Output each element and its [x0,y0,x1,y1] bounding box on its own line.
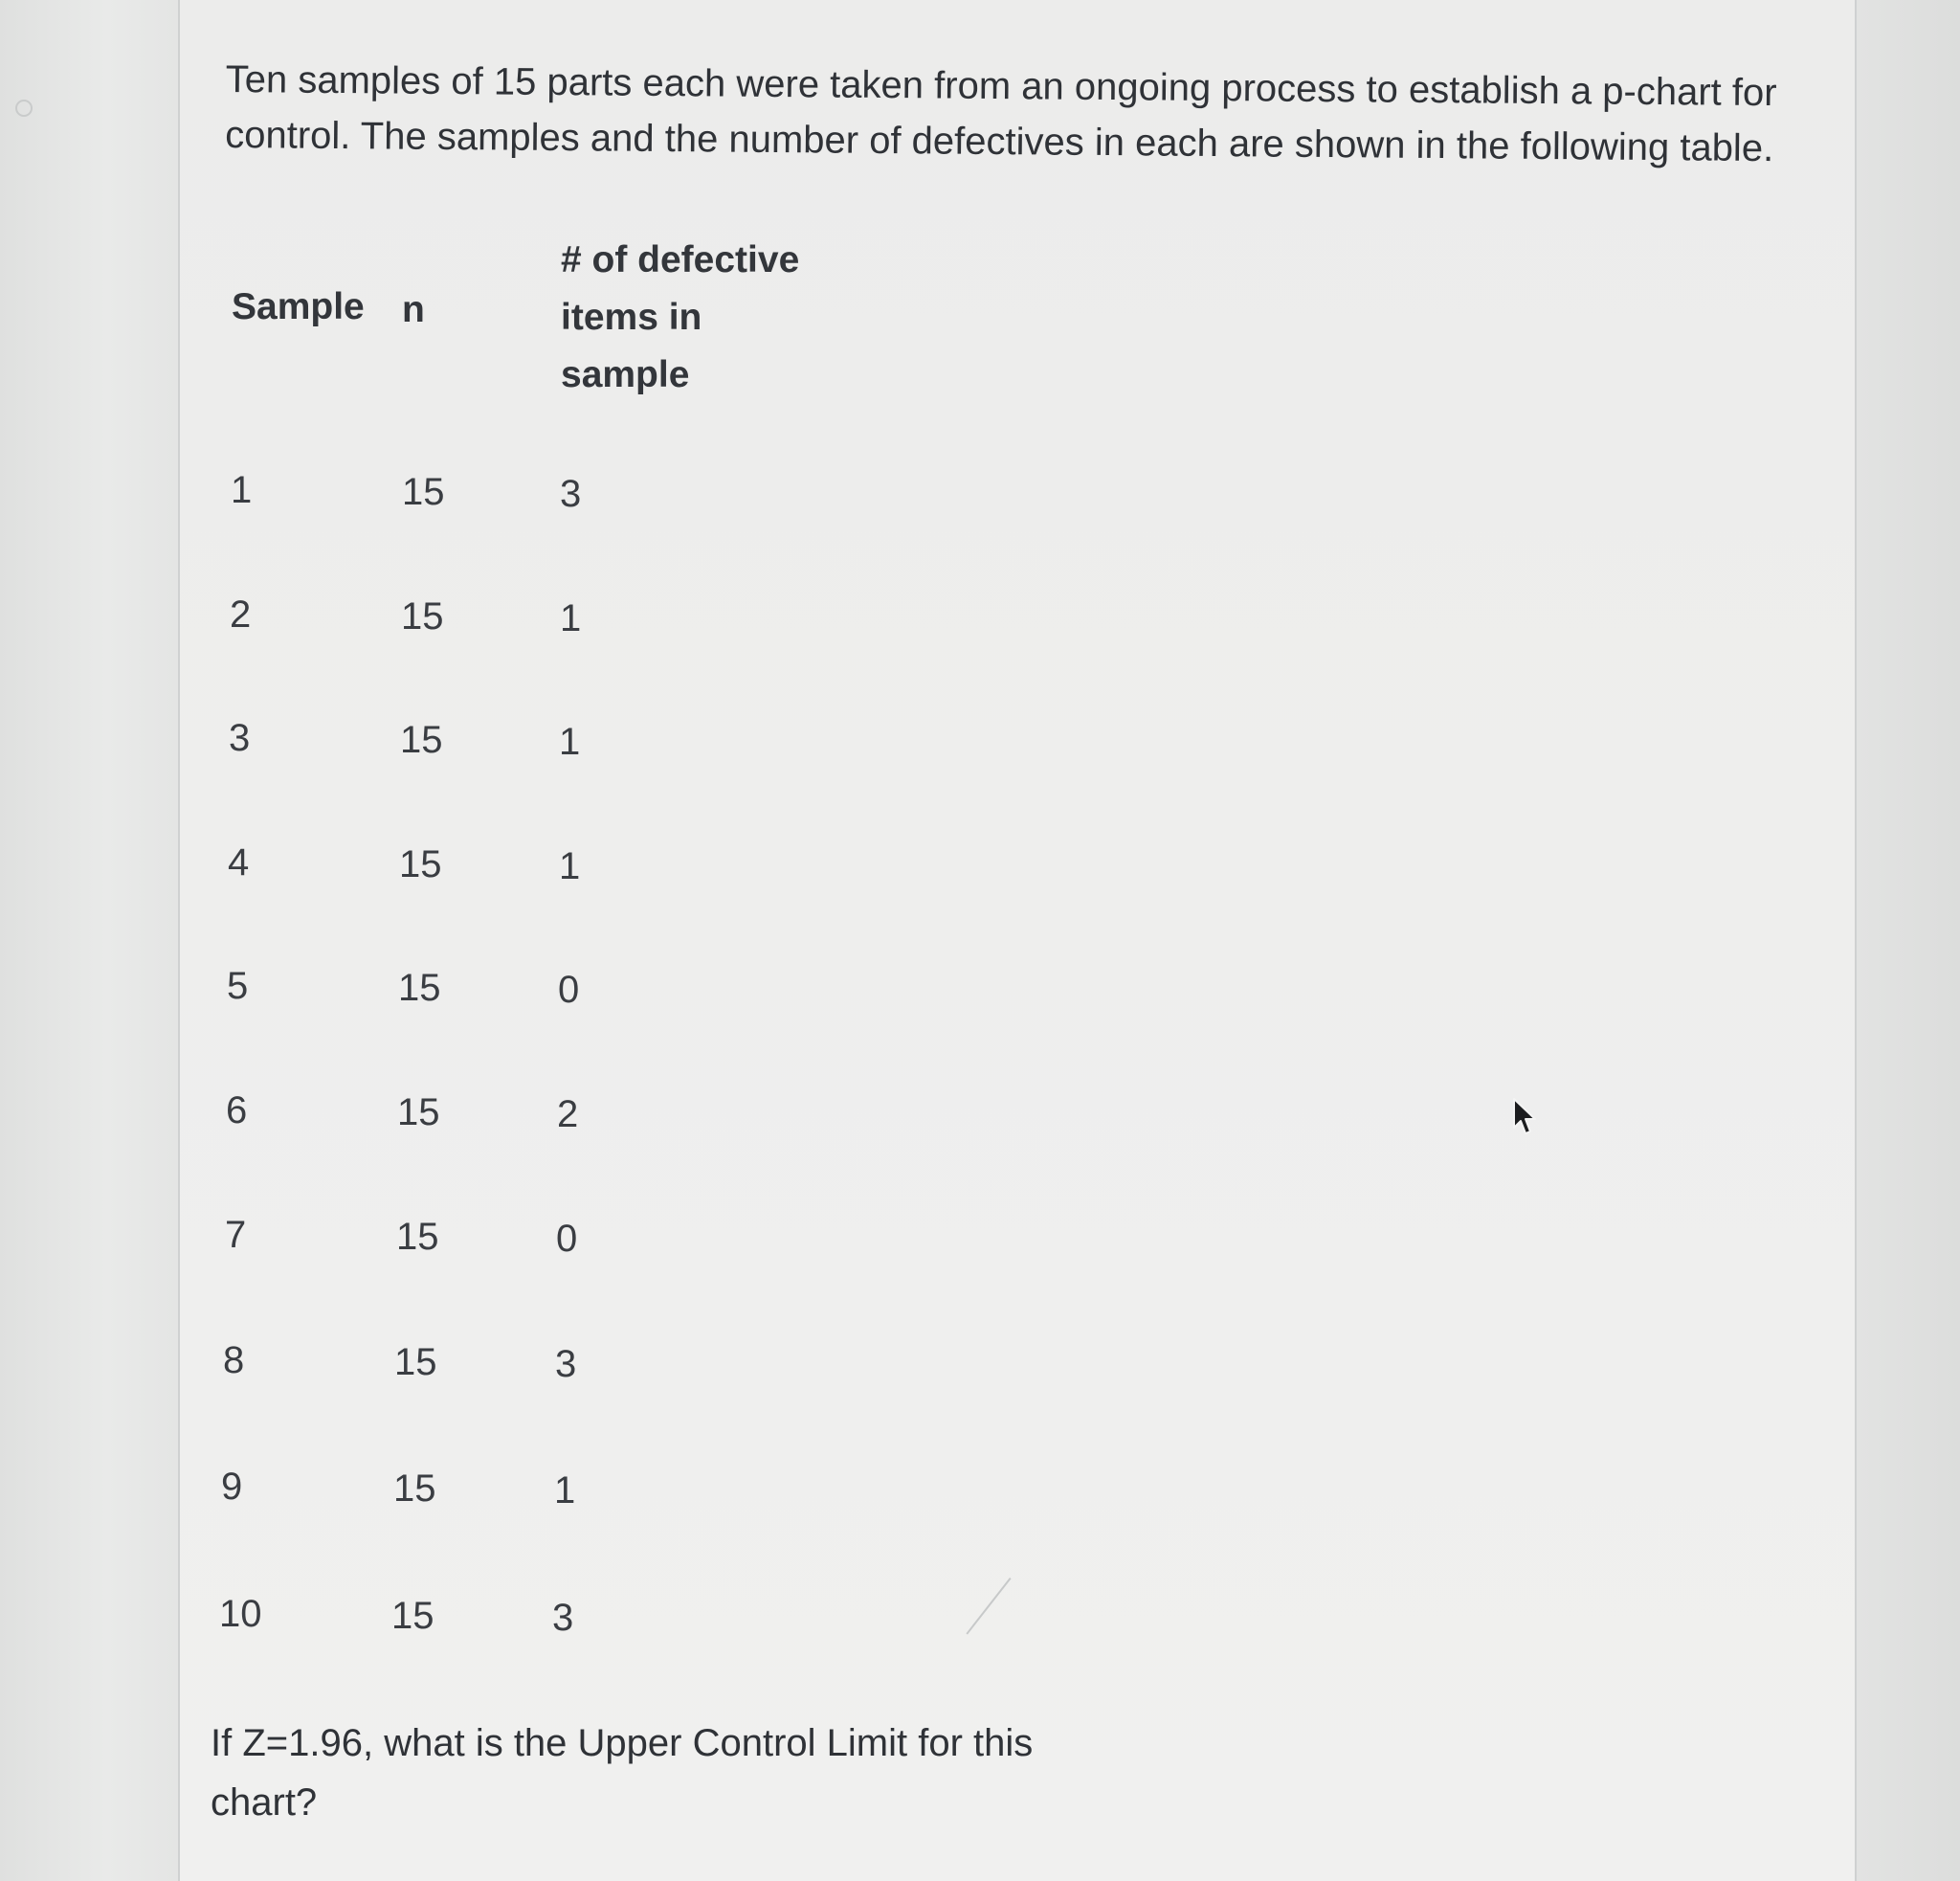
header-defectives-line3: sample [561,354,690,395]
cell-sample: 9 [221,1466,243,1508]
mouse-pointer-icon [1512,1097,1537,1139]
header-defectives-line2: items in [561,297,702,338]
right-gutter [1857,0,1960,1881]
header-n: n [402,289,425,330]
cell-n: 15 [400,719,443,761]
left-gutter [0,0,178,1881]
circle-marker-icon [15,100,33,117]
cell-defectives: 1 [560,597,582,639]
cell-sample: 5 [227,965,249,1007]
problem-intro: Ten samples of 15 parts each were taken from an ongoing process to establish a p-chart for control. The samples and the number of defectives in each are shown in the following table. [225,57,1777,170]
cell-defectives: 1 [559,721,581,763]
cell-defectives: 2 [557,1093,579,1135]
cell-sample: 7 [225,1214,247,1256]
cell-n: 15 [397,1091,440,1133]
cell-sample: 3 [229,717,251,759]
cell-n: 15 [402,471,445,513]
cell-n: 15 [399,843,442,885]
cell-defectives: 1 [559,845,581,887]
cell-defectives: 1 [554,1469,576,1512]
cell-sample: 6 [226,1089,248,1131]
cell-defectives: 0 [556,1218,578,1260]
cell-n: 15 [398,967,441,1009]
cell-defectives: 0 [558,969,580,1011]
cell-sample: 10 [219,1593,262,1635]
header-defectives-line1: # of defective [561,239,800,280]
cell-n: 15 [391,1595,434,1637]
cell-n: 15 [393,1467,436,1510]
cell-sample: 2 [230,593,252,636]
cell-sample: 4 [228,841,250,884]
cell-n: 15 [401,595,444,638]
cell-sample: 1 [231,469,253,511]
header-sample: Sample [232,286,365,327]
question-text: If Z=1.96, what is the Upper Control Limit for this chart? [211,1722,1034,1824]
cell-defectives: 3 [555,1343,577,1385]
cell-sample: 8 [223,1339,245,1381]
cell-n: 15 [396,1216,439,1258]
header-defectives [561,232,867,404]
cell-defectives: 3 [560,473,582,515]
cell-n: 15 [394,1341,437,1383]
cell-defectives: 3 [552,1597,574,1639]
